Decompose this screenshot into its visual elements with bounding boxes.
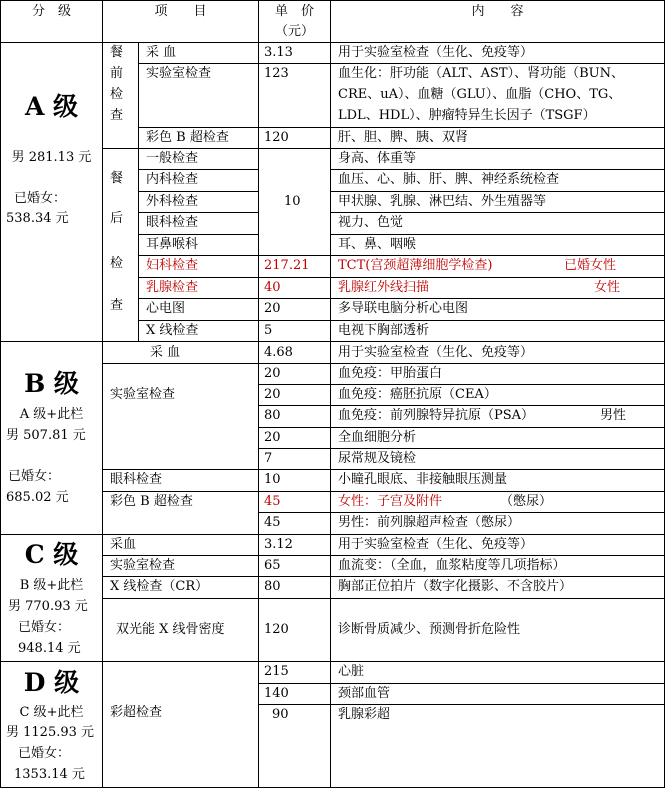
b-lab-price-4: 20 <box>264 430 281 445</box>
group-b-title: B 级 <box>24 369 79 398</box>
group-c-base: B 级+此栏 <box>19 578 84 593</box>
b-eye-item: 眼科检查 <box>110 472 163 487</box>
a-surgery-item: 外科检查 <box>146 194 199 209</box>
group-c-married-price: 948.14 元 <box>18 641 81 656</box>
a-merged-price: 10 <box>284 194 301 209</box>
group-c-male-price: 男 770.93 元 <box>8 599 88 614</box>
group-c-title: C 级 <box>24 540 79 569</box>
b-us-content-1: 女性：子宫及附件 <box>338 494 443 509</box>
c-lab-price: 65 <box>264 558 281 573</box>
b-us-content-2: 男性：前列腺超声检查（憋尿） <box>338 515 521 530</box>
a-surgery-content: 甲状腺、乳腺、淋巴结、外生殖器等 <box>338 194 547 209</box>
b-eye-content: 小瞳孔眼底、非接触眼压测量 <box>338 472 508 487</box>
group-a-title: A 级 <box>24 92 79 121</box>
post-meal-char-3: 检 <box>110 256 124 271</box>
b-us-price-2: 45 <box>264 515 281 530</box>
c-bone-content: 诊断骨质减少、预测骨折危险性 <box>338 622 521 637</box>
a-breast-price: 40 <box>264 280 281 295</box>
d-us-item: 彩超检查 <box>110 705 163 720</box>
a-eye-item: 眼科检查 <box>146 215 199 230</box>
group-c-married-label: 已婚女： <box>18 620 71 635</box>
b-eye-price: 10 <box>264 472 281 487</box>
d-breast-price: 90 <box>272 707 289 722</box>
a-lab-price: 123 <box>264 66 289 81</box>
a-general-item: 一般检查 <box>146 151 199 166</box>
b-blood-content: 用于实验室检查（生化、免疫等） <box>338 345 534 360</box>
post-meal-char-2: 后 <box>110 211 124 226</box>
b-us-item: 彩色 B 超检查 <box>110 494 193 509</box>
b-lab-note-3: 男性 <box>600 408 627 423</box>
a-breast-item: 乳腺检查 <box>146 280 199 295</box>
a-xray-price: 5 <box>264 323 273 338</box>
pre-meal-char-2: 前 <box>110 66 124 81</box>
a-ecg-item: 心电图 <box>146 301 186 316</box>
d-neck-price: 140 <box>264 686 289 701</box>
a-ecg-price: 20 <box>264 301 281 316</box>
group-b-male-price: 男 507.81 元 <box>6 428 86 443</box>
pre-meal-char-1: 餐 <box>110 45 124 60</box>
header-content: 内 容 <box>471 4 524 19</box>
group-b-married-label: 已婚女： <box>8 469 61 484</box>
a-xray-content: 电视下胸部透析 <box>338 323 430 338</box>
c-bone-item: 双光能 X 线骨密度 <box>116 622 225 637</box>
a-us-price: 120 <box>264 130 289 145</box>
a-internal-content: 血压、心、肺、肝、脾、神经系统检查 <box>338 172 560 187</box>
b-lab-content-2: 血免疫：癌胚抗原（CEA） <box>338 387 497 402</box>
c-blood-item: 采血 <box>110 537 137 552</box>
a-ent-item: 耳鼻喉科 <box>146 237 199 252</box>
pre-meal-char-3: 检 <box>110 87 124 102</box>
a-gyn-price: 217.21 <box>264 258 310 273</box>
post-meal-char-1: 餐 <box>110 171 124 186</box>
d-heart-price: 215 <box>264 664 289 679</box>
c-blood-content: 用于实验室检查（生化、免疫等） <box>338 537 534 552</box>
d-neck-content: 颈部血管 <box>338 686 391 701</box>
b-us-price-1: 45 <box>264 494 281 509</box>
c-xray-price: 80 <box>264 579 281 594</box>
b-lab-content-4: 全血细胞分析 <box>338 430 417 445</box>
a-lab-content: 血生化：肝功能（ALT、AST）、肾功能（BUN、CRE、uA）、血糖（GLU）、血脂（CHO、TG、LDL、HDL）、肿瘤特异生长因子（TSGF） <box>338 66 624 123</box>
c-xray-content: 胸部正位拍片（数字化摄影、不含胶片） <box>338 579 573 594</box>
group-d-male-price: 男 1125.93 元 <box>6 725 95 740</box>
post-meal-char-4: 查 <box>110 298 124 313</box>
a-ent-content: 耳、鼻、咽喉 <box>338 237 417 252</box>
a-gyn-note: 已婚女性 <box>564 258 617 273</box>
b-lab-item: 实验室检查 <box>110 387 176 402</box>
a-gyn-content: TCT(宫颈超薄细胞学检查) <box>338 258 493 273</box>
d-heart-content: 心脏 <box>338 664 365 679</box>
b-blood-item: 采 血 <box>150 345 181 360</box>
group-a-married-price: 538.34 元 <box>6 211 69 226</box>
a-us-content: 肝、胆、脾、胰、双肾 <box>338 130 469 145</box>
c-xray-item: X 线检查（CR） <box>110 579 209 594</box>
a-blood-content: 用于实验室检查（生化、免疫等） <box>338 45 534 60</box>
c-blood-price: 3.12 <box>264 537 293 552</box>
a-blood-price: 3.13 <box>264 45 293 60</box>
c-bone-price: 120 <box>264 622 289 637</box>
group-b-married-price: 685.02 元 <box>6 490 69 505</box>
group-b-base: A 级+此栏 <box>19 407 84 422</box>
a-xray-item: X 线检查 <box>146 323 199 338</box>
group-a-married-label: 已婚女： <box>14 191 67 206</box>
a-breast-content: 乳腺红外线扫描 <box>338 280 430 295</box>
group-a-male-price: 男 281.13 元 <box>11 150 92 165</box>
group-d-base: C 级+此栏 <box>19 705 84 720</box>
a-gyn-item: 妇科检查 <box>146 258 199 273</box>
a-breast-note: 女性 <box>594 280 621 295</box>
b-lab-price-2: 20 <box>264 387 281 402</box>
c-lab-content: 血流变：（全血，血浆粘度等几项指标） <box>338 558 566 573</box>
header-item: 项 目 <box>154 4 207 19</box>
b-lab-price-1: 20 <box>264 366 281 381</box>
header-price-unit: （元） <box>274 24 314 39</box>
pre-meal-char-4: 查 <box>110 108 124 123</box>
b-lab-content-5: 尿常规及镜检 <box>338 451 417 466</box>
a-ecg-content: 多导联电脑分析心电图 <box>338 301 469 316</box>
group-d-married-price: 1353.14 元 <box>14 767 85 782</box>
b-lab-price-3: 80 <box>264 408 281 423</box>
a-general-content: 身高、体重等 <box>338 151 417 166</box>
group-d-title: D 级 <box>23 668 80 697</box>
a-eye-content: 视力、色觉 <box>338 215 404 230</box>
header-level: 分 级 <box>31 4 71 19</box>
b-blood-price: 4.68 <box>264 345 293 360</box>
b-lab-content-3: 血免疫：前列腺特异抗原（PSA） <box>338 408 535 423</box>
group-d-married-label: 已婚女： <box>18 746 71 761</box>
a-internal-item: 内科检查 <box>146 172 199 187</box>
a-lab-item: 实验室检查 <box>146 66 212 81</box>
d-breast-content: 乳腺彩超 <box>338 707 391 722</box>
b-us-note-1: （憋尿） <box>500 494 553 509</box>
b-lab-price-5: 7 <box>264 451 273 466</box>
header-price: 单 价 <box>274 4 314 19</box>
a-us-item: 彩色 B 超检查 <box>146 130 229 145</box>
c-lab-item: 实验室检查 <box>110 558 176 573</box>
a-blood-item: 采 血 <box>146 45 177 60</box>
b-lab-content-1: 血免疫：甲胎蛋白 <box>338 366 443 381</box>
